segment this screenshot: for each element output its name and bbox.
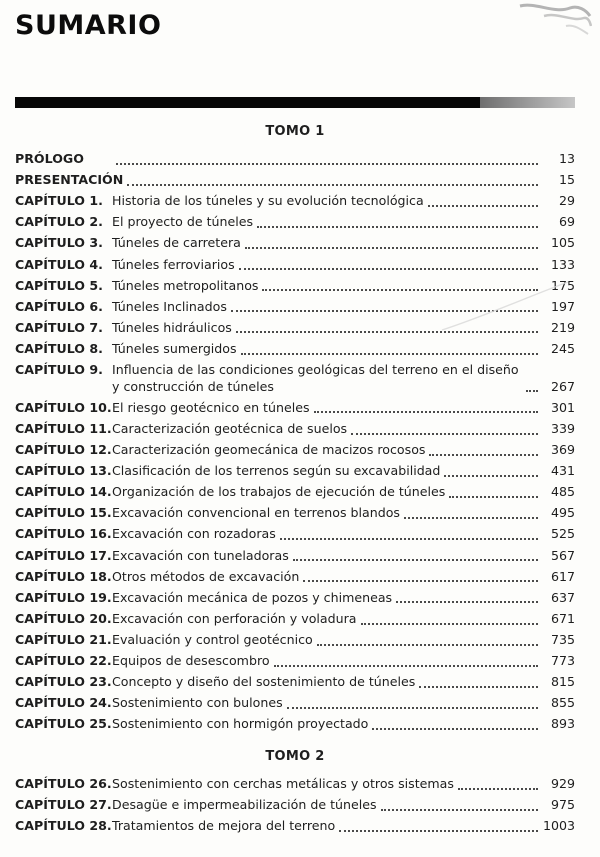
entry-page: 339 — [550, 420, 575, 436]
entry-title: Sostenimiento con bulones — [112, 695, 283, 711]
dot-leader — [287, 707, 538, 709]
toc-entry — [15, 172, 575, 189]
toc-entry — [15, 151, 575, 168]
toc-entry — [15, 818, 575, 835]
entry-text — [15, 716, 368, 733]
entry-page: 637 — [550, 589, 575, 605]
dot-leader — [429, 454, 538, 456]
entry-title: Sostenimiento con cerchas metálicas y otros sistemas — [112, 776, 454, 792]
toc-entry — [15, 695, 575, 712]
entry-text — [15, 526, 276, 543]
entry-text — [15, 172, 123, 189]
entry-title: El proyecto de túneles — [112, 214, 254, 230]
entry-page: 431 — [550, 463, 575, 479]
entry-title: Evaluación y control geotécnico — [112, 632, 313, 648]
toc-entry — [15, 674, 575, 691]
entry-title: Túneles ferroviarios — [112, 256, 235, 272]
entry-title: Caracterización geotécnica de suelos — [112, 420, 348, 436]
dot-leader — [444, 475, 538, 477]
entry-label: CAPÍTULO 16. — [15, 526, 112, 542]
page-title: SUMARIO — [15, 10, 162, 41]
entry-title: Túneles hidráulicos — [112, 319, 232, 335]
divider-bar — [15, 97, 575, 108]
entry-label: CAPÍTULO 24. — [15, 695, 112, 711]
entry-label: CAPÍTULO 11. — [15, 420, 112, 436]
entry-label: CAPÍTULO 2. — [15, 214, 103, 230]
entry-title: Historia de los túneles y su evolución tecnológica — [112, 193, 424, 209]
dot-leader — [245, 247, 538, 249]
toc-entry — [15, 362, 575, 395]
entry-page: 929 — [550, 776, 575, 792]
entry-text — [15, 776, 454, 793]
entry-page: 485 — [550, 484, 575, 500]
entry-page: 495 — [550, 505, 575, 521]
entry-page: 15 — [558, 172, 575, 188]
entry-title: Túneles Inclinados — [112, 298, 227, 314]
entry-text — [15, 235, 241, 252]
entry-text — [15, 299, 227, 316]
dot-leader — [303, 580, 538, 582]
toc-entry — [15, 463, 575, 480]
dot-leader — [293, 559, 538, 561]
entry-page: 219 — [550, 319, 575, 335]
entry-label: CAPÍTULO 23. — [15, 674, 112, 690]
dot-leader — [351, 433, 538, 435]
dot-leader — [404, 517, 538, 519]
entry-page: 105 — [550, 235, 575, 251]
toc-entry — [15, 632, 575, 649]
entry-label: CAPÍTULO 13. — [15, 463, 112, 479]
entry-title: Excavación con rozadoras — [112, 526, 276, 542]
toc-entry — [15, 400, 575, 417]
entry-page: 245 — [550, 340, 575, 356]
entry-page: 735 — [550, 632, 575, 648]
entry-title: Caracterización geomecánica de macizos rocosos — [112, 442, 426, 458]
toc-entry — [15, 421, 575, 438]
entry-text — [15, 797, 377, 814]
entry-page: 29 — [558, 193, 575, 209]
entry-text — [15, 695, 283, 712]
entry-page: 567 — [550, 547, 575, 563]
entry-text — [15, 653, 270, 670]
entry-label: PRÓLOGO — [15, 151, 84, 166]
entry-page: 671 — [550, 610, 575, 626]
entry-title: Túneles de carretera — [112, 235, 241, 251]
entry-page: 267 — [550, 378, 575, 394]
dot-leader — [419, 686, 538, 688]
entry-label: CAPÍTULO 1. — [15, 193, 103, 209]
entry-page: 815 — [550, 674, 575, 690]
entry-text — [15, 569, 299, 586]
entry-text — [15, 151, 112, 168]
entry-title: Concepto y diseño del sostenimiento de túneles — [112, 674, 416, 690]
entry-text — [15, 590, 392, 607]
entry-title: Excavación convencional en terrenos blandos — [112, 505, 400, 521]
entry-label: CAPÍTULO 18. — [15, 568, 112, 584]
entry-label: CAPÍTULO 3. — [15, 235, 103, 251]
toc-entry — [15, 193, 575, 210]
toc-entry — [15, 505, 575, 522]
entry-page: 893 — [550, 716, 575, 732]
entry-label: CAPÍTULO 25. — [15, 716, 112, 732]
entry-page: 975 — [550, 797, 575, 813]
entry-label: CAPÍTULO 20. — [15, 610, 112, 626]
entry-title: El riesgo geotécnico en túneles — [112, 399, 310, 415]
entry-label: CAPÍTULO 6. — [15, 298, 103, 314]
entry-title: Desagüe e impermeabilización de túneles — [112, 797, 377, 813]
dot-leader — [372, 728, 538, 730]
entry-title: Excavación con tuneladoras — [112, 547, 289, 563]
entry-page: 369 — [550, 442, 575, 458]
entry-title: Organización de los trabajos de ejecución de túneles — [112, 484, 446, 500]
entry-title: Clasificación de los terrenos según su excavabilidad — [112, 463, 441, 479]
entry-label: CAPÍTULO 17. — [15, 547, 112, 563]
entry-text — [15, 400, 310, 417]
entry-label: CAPÍTULO 27. — [15, 797, 112, 813]
section-heading: TOMO 1 — [265, 124, 325, 139]
entry-page: 197 — [550, 298, 575, 314]
entry-text — [15, 421, 347, 438]
toc-entry — [15, 442, 575, 459]
dot-leader — [526, 390, 538, 392]
entry-title: Túneles metropolitanos — [112, 277, 259, 293]
entry-label: CAPÍTULO 10. — [15, 399, 112, 415]
dot-leader — [458, 788, 538, 790]
dot-leader — [381, 809, 538, 811]
toc-entry — [15, 797, 575, 814]
entry-text — [15, 442, 425, 459]
toc-entry — [15, 611, 575, 628]
entry-text — [15, 463, 440, 480]
entry-label: CAPÍTULO 14. — [15, 484, 112, 500]
entry-label: CAPÍTULO 28. — [15, 818, 112, 834]
entry-text — [15, 548, 289, 565]
toc-entry — [15, 341, 575, 358]
toc-entry — [15, 776, 575, 793]
entry-text — [15, 362, 522, 395]
dot-leader — [449, 496, 538, 498]
entry-page: 525 — [550, 526, 575, 542]
entry-text — [15, 193, 424, 210]
toc-entry — [15, 716, 575, 733]
entry-text — [15, 674, 415, 691]
toc-entry — [15, 548, 575, 565]
divider-bar-faded-segment — [480, 97, 575, 108]
toc-entry — [15, 653, 575, 670]
entry-page: 617 — [550, 568, 575, 584]
entry-title: Tratamientos de mejora del terreno — [112, 818, 336, 834]
scan-line — [440, 278, 570, 338]
entry-text — [15, 341, 237, 358]
entry-text — [15, 484, 445, 501]
entry-label: CAPÍTULO 15. — [15, 505, 112, 521]
entry-title: Equipos de desescombro — [112, 653, 270, 669]
dot-leader — [239, 268, 538, 270]
entry-label: CAPÍTULO 8. — [15, 340, 103, 356]
entry-label: CAPÍTULO 5. — [15, 277, 103, 293]
table-of-contents — [15, 124, 575, 835]
entry-title: Excavación con perforación y voladura — [112, 610, 357, 626]
scan-smudge — [514, 0, 592, 42]
toc-entry — [15, 484, 575, 501]
dot-leader — [274, 665, 538, 667]
dot-leader — [396, 601, 538, 603]
dot-leader — [339, 830, 538, 832]
entry-text — [15, 320, 232, 337]
entry-text — [15, 818, 335, 835]
entry-label: CAPÍTULO 21. — [15, 632, 112, 648]
toc-entry — [15, 257, 575, 274]
entry-label: CAPÍTULO 19. — [15, 589, 112, 605]
toc-entry — [15, 569, 575, 586]
entry-label: PRESENTACIÓN — [15, 172, 124, 188]
entry-label: CAPÍTULO 22. — [15, 653, 112, 669]
toc-entry — [15, 526, 575, 543]
entry-text — [15, 505, 400, 522]
entry-title: Túneles sumergidos — [112, 340, 237, 356]
entry-title: Otros métodos de excavación — [112, 568, 300, 584]
dot-leader — [127, 184, 538, 186]
toc-entry — [15, 590, 575, 607]
entry-page: 13 — [558, 151, 575, 166]
entry-text — [15, 214, 253, 231]
entry-text — [15, 278, 258, 295]
entry-page: 855 — [550, 695, 575, 711]
entry-page: 69 — [558, 214, 575, 230]
entry-label: CAPÍTULO 4. — [15, 256, 103, 272]
entry-page: 175 — [550, 277, 575, 293]
entry-title: Influencia de las condiciones geológicas del terreno en el diseño y construcción de túneles — [112, 362, 519, 394]
entry-text — [15, 257, 235, 274]
dot-leader — [361, 623, 539, 625]
dot-leader — [257, 226, 538, 228]
entry-page: 301 — [550, 399, 575, 415]
toc-entry — [15, 214, 575, 231]
dot-leader — [241, 353, 538, 355]
entry-label: CAPÍTULO 9. — [15, 362, 103, 378]
entry-page: 133 — [550, 256, 575, 272]
entry-label: CAPÍTULO 12. — [15, 442, 112, 458]
entry-label: CAPÍTULO 26. — [15, 776, 112, 792]
dot-leader — [314, 411, 538, 413]
divider-bar-dark-segment — [15, 97, 480, 108]
dot-leader — [280, 538, 538, 540]
entry-title: Sostenimiento con hormigón proyectado — [112, 716, 369, 732]
section-heading: TOMO 2 — [265, 749, 325, 765]
dot-leader — [428, 205, 538, 207]
entry-page: 1003 — [542, 818, 575, 834]
dot-leader — [317, 644, 538, 646]
entry-label: CAPÍTULO 7. — [15, 319, 103, 335]
entry-text — [15, 632, 313, 649]
dot-leader — [116, 163, 538, 165]
entry-text — [15, 611, 357, 628]
entry-title: Excavación mecánica de pozos y chimeneas — [112, 589, 393, 605]
toc-entry — [15, 235, 575, 252]
entry-page: 773 — [550, 653, 575, 669]
